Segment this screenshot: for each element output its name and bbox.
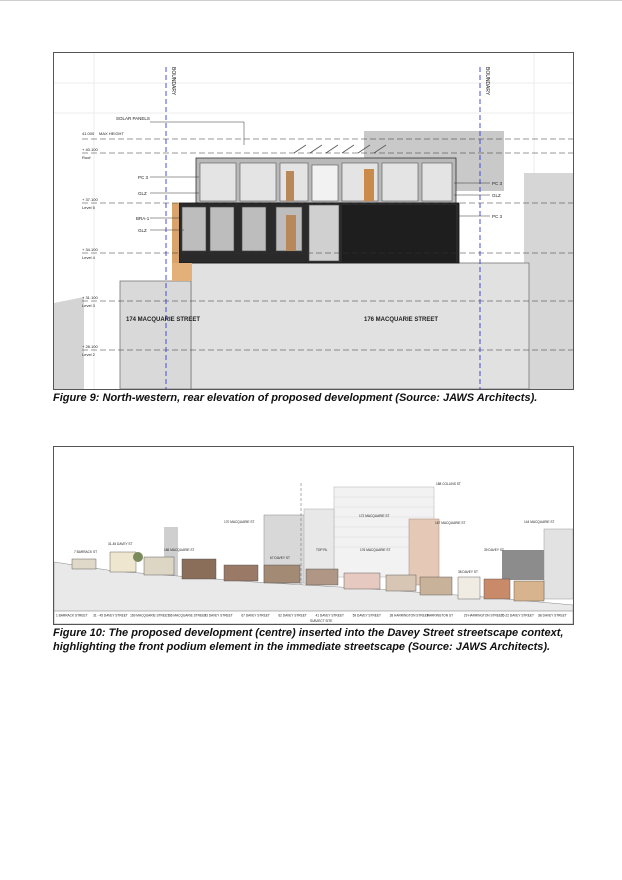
level-5-rl: + 37.100 — [82, 197, 98, 202]
tag-39-davey: 39 DAVEY ST — [484, 548, 504, 552]
page-top-rule — [0, 0, 622, 1]
tag-176-macquarie: 176 MACQUARIE ST — [360, 548, 391, 552]
callout-glz-left2: GLZ — [138, 228, 147, 233]
tag-167-macquarie: 167 MACQUARIE ST — [435, 521, 466, 525]
podium-174 — [120, 281, 191, 389]
level-5-label: Level 5 — [82, 205, 95, 210]
figure-10-streetscape — [53, 446, 574, 625]
tag-7-barrack: 7 BARRACK ST — [74, 550, 98, 554]
callout-pc3-left: PC 3 — [138, 175, 149, 180]
street-label: 29 HARRINGTON STREET — [463, 613, 504, 618]
neighbour-far-right — [524, 173, 573, 389]
tag-172-macquarie: 172 MACQUARIE ST — [359, 514, 390, 518]
tag-top-rl: TOP RL — [316, 548, 328, 552]
street-label: 186 MACQUARIE STREET — [167, 613, 207, 618]
level-2-rl: + 28.100 — [82, 344, 98, 349]
callout-glz-left: GLZ — [138, 191, 147, 196]
street-label: 67 DAVEY STREET — [241, 613, 270, 618]
figure-10-caption: Figure 10: The proposed development (centre) inserted into the Davey Street streetscape context, highlighting the front podium element in the immediate streetscape (Source: JAWS Architects). — [53, 627, 564, 653]
boundary-label-right: BOUNDARY — [484, 67, 490, 96]
tag-144-macquarie: 144 MACQUARIE ST — [524, 520, 555, 524]
level-4-label: Level 4 — [82, 255, 95, 260]
street-label: 38 HARRINGTON STREET — [389, 613, 429, 618]
callout-glz-right: GLZ — [492, 193, 501, 198]
level-roof-rl: + 40.100 — [82, 147, 98, 152]
callout-pc3-right: PC 3 — [492, 181, 503, 186]
street-label: 63 DAVEY STREET — [204, 613, 233, 618]
label-176-macquarie: 176 MACQUARIE STREET — [364, 317, 439, 323]
subject-site-label: SUBJECT SITE — [310, 619, 333, 623]
street-label: 62 DAVEY STREET — [278, 613, 307, 618]
callout-solar-panels: SOLAR PANELS — [116, 116, 150, 121]
figure-9-elevation — [53, 52, 574, 390]
level-2-label: Level 2 — [82, 352, 95, 357]
neighbour-far-left — [54, 297, 84, 389]
street-label: 16-22 DAVEY STREET — [500, 613, 534, 618]
level-max-label: MAX HEIGHT — [99, 131, 124, 136]
street-label: 169 MACQUARIE STREET — [130, 613, 170, 618]
street-label: 1 BARRACK STREET — [56, 613, 88, 618]
tag-67-davey: 67 DAVEY ST — [270, 556, 290, 560]
label-174-macquarie: 174 MACQUARIE STREET — [126, 317, 201, 323]
tag-170-macquarie: 170 MACQUARIE ST — [224, 520, 255, 524]
boundary-label-left: BOUNDARY — [170, 67, 176, 96]
street-label: HARRINGTON ST — [426, 613, 454, 618]
tag-31-45-davey: 31-45 DAVEY ST — [108, 542, 133, 546]
figure-9-caption: Figure 9: North-western, rear elevation of proposed development (Source: JAWS Architects). — [53, 392, 538, 404]
level-3-label: Level 3 — [82, 303, 95, 308]
street-label: 59 DAVEY STREET — [352, 613, 382, 618]
callout-bra1: BRA-1 — [136, 216, 150, 221]
level-roof-label: Roof — [82, 155, 91, 160]
callout-pc3-right2: PC 3 — [492, 214, 503, 219]
level-3-rl: + 31.100 — [82, 295, 98, 300]
tag-38-davey: 38 DAVEY ST — [458, 570, 478, 574]
street-label: 3B DAVEY STREET — [537, 613, 567, 618]
tag-188-collins: 188 COLLINS ST — [436, 482, 461, 486]
podium-176 — [191, 263, 529, 389]
level-4-rl: + 34.100 — [82, 247, 98, 252]
tag-186-macquarie: 186 MACQUARIE ST — [164, 548, 195, 552]
street-label: 31 - 45 DAVEY STREET — [93, 613, 128, 618]
level-max-rl: 41.000 — [82, 131, 95, 136]
street-label: 41 DAVEY STREET — [315, 613, 344, 618]
